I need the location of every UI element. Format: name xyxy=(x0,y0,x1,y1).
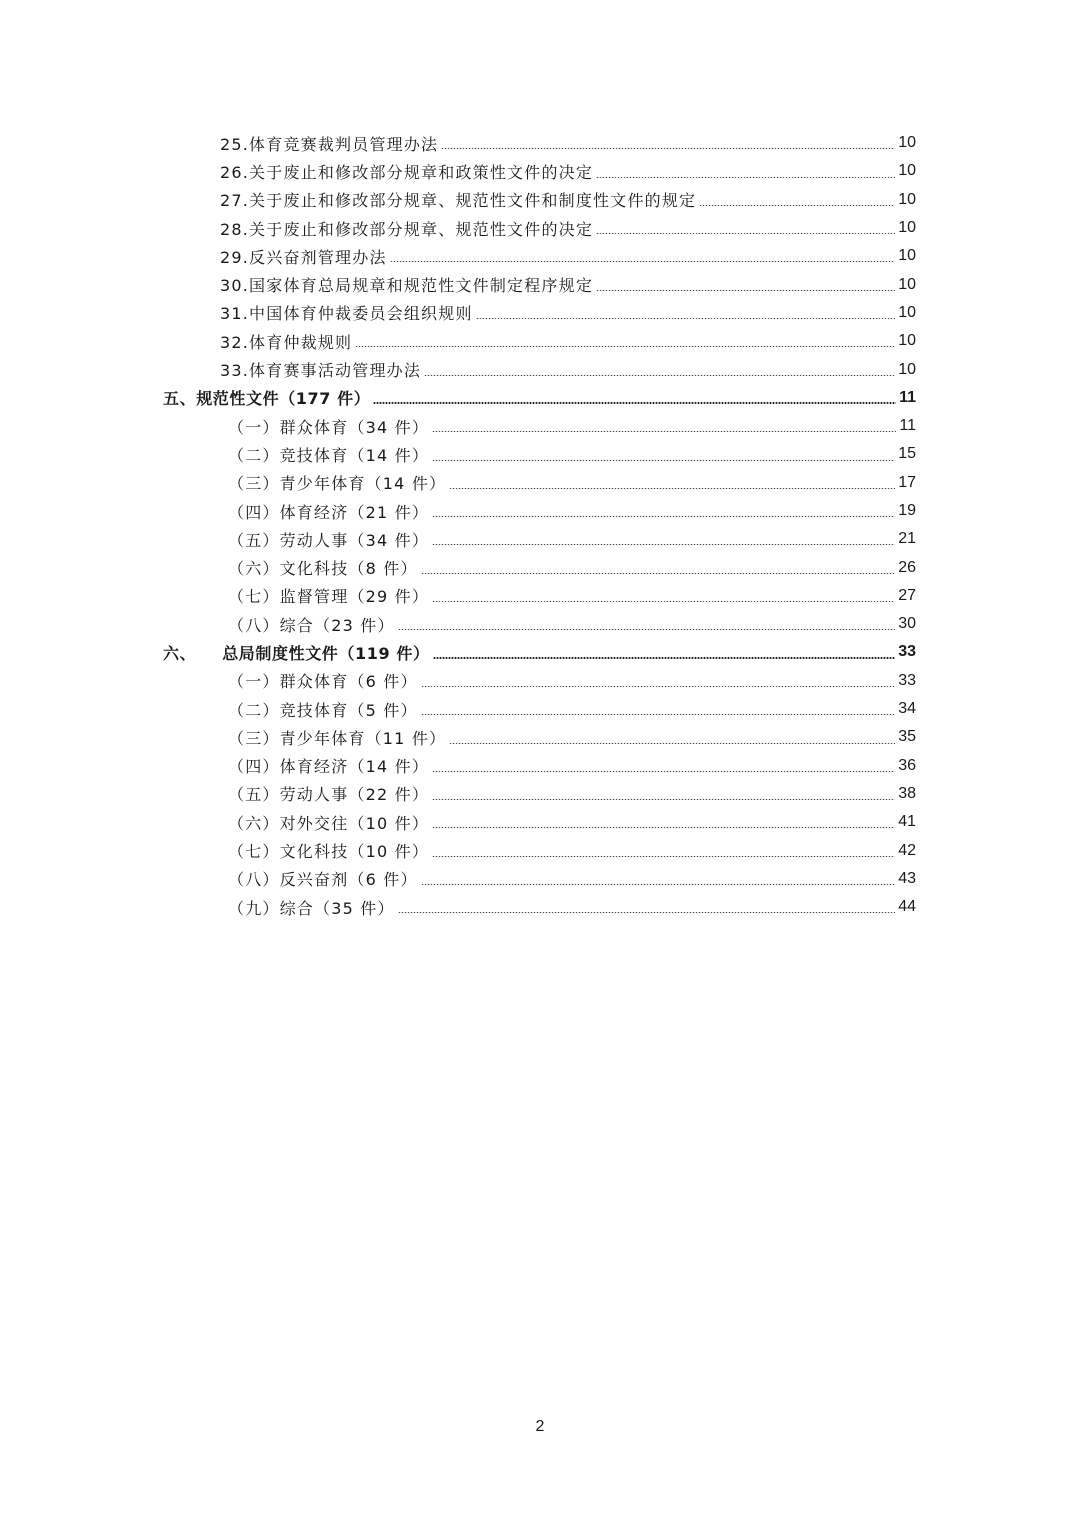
subsection-title: （六）文化科技（8 件） xyxy=(228,559,418,579)
subsection-page: 36 xyxy=(898,756,916,774)
toc-item-page: 10 xyxy=(898,219,916,237)
dot-leader xyxy=(424,375,895,376)
section-number: 六、 xyxy=(163,643,197,663)
dot-leader xyxy=(432,799,895,800)
toc-item[interactable] xyxy=(0,327,1080,355)
subsection-title: （九）综合（35 件） xyxy=(228,898,395,918)
dot-leader xyxy=(432,856,895,857)
toc-subsection[interactable] xyxy=(0,553,1080,581)
section-page: 33 xyxy=(898,643,916,661)
subsection-title: （四）体育经济（21 件） xyxy=(228,502,430,522)
subsection-page: 42 xyxy=(898,841,916,859)
toc-item-title: 31.中国体育仲裁委员会组织规则 xyxy=(220,304,473,324)
toc-item-title: 32.体育仲裁规则 xyxy=(220,332,353,352)
dot-leader xyxy=(398,912,896,913)
section-name: 总局制度性文件（119 件） xyxy=(222,643,430,663)
dot-leader xyxy=(421,884,896,885)
dot-leader xyxy=(476,318,896,319)
subsection-title: （五）劳动人事（34 件） xyxy=(228,530,430,550)
toc-subsection[interactable] xyxy=(0,695,1080,723)
subsection-page: 41 xyxy=(898,813,916,831)
dot-leader xyxy=(432,771,895,772)
subsection-title: （八）反兴奋剂（6 件） xyxy=(228,870,418,890)
dot-leader xyxy=(596,177,895,178)
subsection-page: 17 xyxy=(898,473,916,491)
subsection-page: 43 xyxy=(898,869,916,887)
subsection-page: 11 xyxy=(899,417,916,435)
subsection-title: （一）群众体育（34 件） xyxy=(228,417,430,437)
dot-leader xyxy=(398,629,896,630)
dot-leader xyxy=(441,148,895,149)
toc-item[interactable] xyxy=(0,299,1080,327)
toc-subsection[interactable] xyxy=(0,582,1080,610)
toc-subsection[interactable] xyxy=(0,836,1080,864)
dot-leader xyxy=(432,516,895,517)
dot-leader xyxy=(390,261,896,262)
dot-leader xyxy=(432,601,895,602)
subsection-title: （二）竞技体育（14 件） xyxy=(228,445,430,465)
toc-item-title: 29.反兴奋剂管理办法 xyxy=(220,247,387,267)
toc-item-title: 26.关于废止和修改部分规章和政策性文件的决定 xyxy=(220,162,594,182)
subsection-page: 27 xyxy=(898,586,916,604)
dot-leader xyxy=(373,402,896,404)
toc-item-title: 25.体育竞赛裁判员管理办法 xyxy=(220,134,439,154)
toc-item[interactable] xyxy=(0,242,1080,270)
toc-item[interactable] xyxy=(0,186,1080,214)
page-number: 2 xyxy=(535,1418,545,1435)
subsection-page: 34 xyxy=(898,700,916,718)
dot-leader xyxy=(421,714,896,715)
toc-item-page: 10 xyxy=(898,303,916,321)
toc-subsection[interactable] xyxy=(0,440,1080,468)
toc-item-title: 28.关于废止和修改部分规章、规范性文件的决定 xyxy=(220,219,594,239)
section-page: 11 xyxy=(899,388,916,406)
toc-item-page: 10 xyxy=(898,247,916,265)
toc-subsection[interactable] xyxy=(0,865,1080,893)
dot-leader xyxy=(596,233,895,234)
toc-subsection[interactable] xyxy=(0,723,1080,751)
toc-item-page: 10 xyxy=(898,190,916,208)
toc-item-page: 10 xyxy=(898,360,916,378)
subsection-title: （四）体育经济（14 件） xyxy=(228,757,430,777)
toc-subsection[interactable] xyxy=(0,469,1080,497)
toc-item-page: 10 xyxy=(898,275,916,293)
dot-leader xyxy=(449,488,895,489)
subsection-page: 30 xyxy=(898,615,916,633)
subsection-title: （三）青少年体育（14 件） xyxy=(228,474,447,494)
toc-item-title: 27.关于废止和修改部分规章、规范性文件和制度性文件的规定 xyxy=(220,191,697,211)
dot-leader xyxy=(699,205,895,206)
dot-leader xyxy=(432,460,895,461)
toc-item-title: 33.体育赛事活动管理办法 xyxy=(220,361,422,381)
toc-subsection[interactable] xyxy=(0,497,1080,525)
subsection-page: 33 xyxy=(898,671,916,689)
toc-item-page: 10 xyxy=(898,162,916,180)
toc-item[interactable] xyxy=(0,214,1080,242)
dot-leader xyxy=(432,431,896,432)
dot-leader xyxy=(596,290,895,291)
toc-section-heading-5[interactable] xyxy=(0,384,1080,412)
subsection-page: 19 xyxy=(898,502,916,519)
subsection-title: （一）群众体育（6 件） xyxy=(228,672,418,692)
dot-leader xyxy=(449,743,895,744)
subsection-page: 21 xyxy=(898,530,916,548)
toc-subsection[interactable] xyxy=(0,893,1080,921)
subsection-title: （二）竞技体育（5 件） xyxy=(228,700,418,720)
subsection-title: （七）监督管理（29 件） xyxy=(228,587,430,607)
toc-subsection[interactable] xyxy=(0,667,1080,695)
dot-leader xyxy=(355,346,895,347)
dot-leader xyxy=(421,686,896,687)
subsection-page: 35 xyxy=(898,728,916,746)
toc-subsection[interactable] xyxy=(0,780,1080,808)
subsection-title: （三）青少年体育（11 件） xyxy=(228,728,447,748)
toc-item[interactable] xyxy=(0,157,1080,185)
subsection-title: （八）综合（23 件） xyxy=(228,615,395,635)
toc-item-title: 30.国家体育总局规章和规范性文件制定程序规定 xyxy=(220,276,594,296)
toc-item[interactable] xyxy=(0,129,1080,157)
subsection-title: （五）劳动人事（22 件） xyxy=(228,785,430,805)
toc-item[interactable] xyxy=(0,270,1080,298)
table-of-contents xyxy=(0,129,1080,921)
subsection-page: 38 xyxy=(898,784,916,802)
dot-leader xyxy=(432,827,895,828)
subsection-page: 15 xyxy=(898,445,916,463)
toc-item-page: 10 xyxy=(898,134,916,152)
toc-item[interactable] xyxy=(0,355,1080,383)
section-title: 五、规范性文件（177 件） xyxy=(163,389,371,409)
toc-subsection[interactable] xyxy=(0,610,1080,638)
subsection-page: 44 xyxy=(898,898,916,916)
toc-subsection[interactable] xyxy=(0,412,1080,440)
dot-leader xyxy=(433,657,896,659)
toc-subsection[interactable] xyxy=(0,525,1080,553)
toc-section-heading-6[interactable] xyxy=(0,638,1080,666)
subsection-page: 26 xyxy=(898,558,916,576)
section-title xyxy=(163,641,430,664)
dot-leader xyxy=(432,544,895,545)
toc-subsection[interactable] xyxy=(0,808,1080,836)
subsection-title: （六）对外交往（10 件） xyxy=(228,813,430,833)
subsection-title: （七）文化科技（10 件） xyxy=(228,842,430,862)
toc-subsection[interactable] xyxy=(0,752,1080,780)
toc-item-page: 10 xyxy=(898,332,916,350)
dot-leader xyxy=(421,573,896,574)
